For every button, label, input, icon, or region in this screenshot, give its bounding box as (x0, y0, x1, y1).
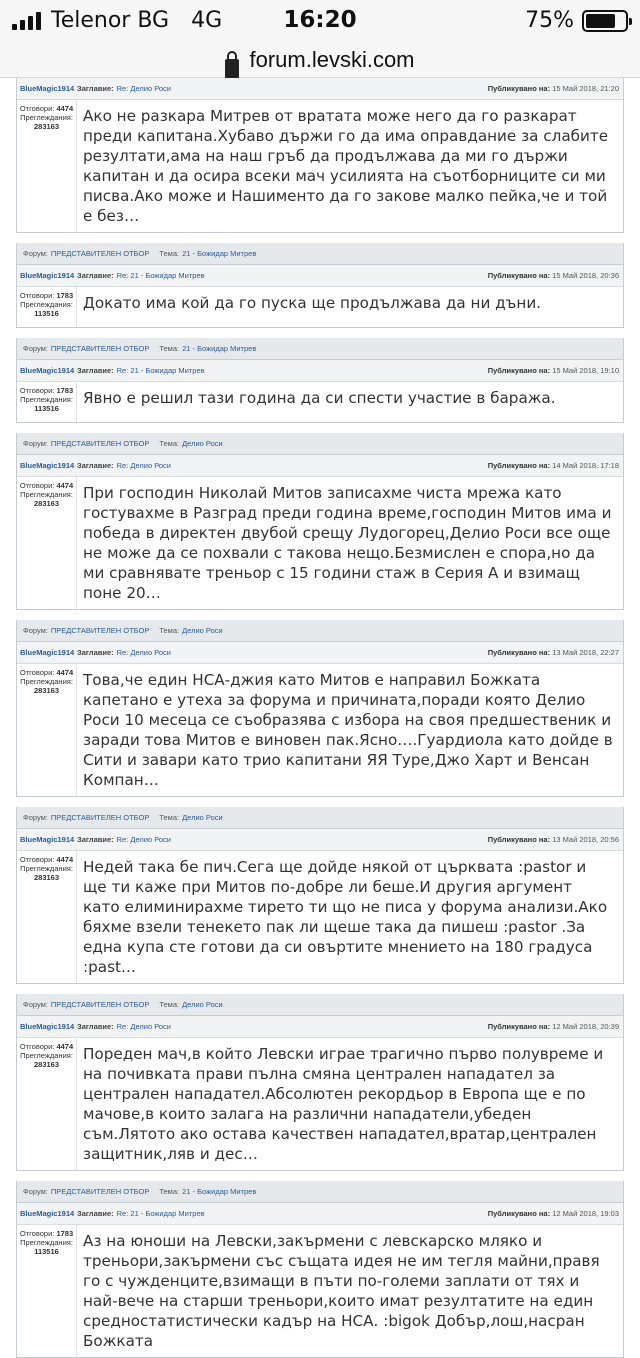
lock-icon (225, 51, 239, 69)
post-date-value: 15 Май 2018, 21:20 (552, 84, 619, 93)
post-body (17, 477, 623, 609)
post-text: Аз на юноши на Левски,закърмени с левскарско мляко и треньори,закърмени със същата идея не им тегля майни,правя го с чужденците,взимащи в пъти по-големи заплати от тях и най-вече на старши треньори,които имат резултатите на един средностатистически кадър на НСА. :bigok Добър,лош,насран Божката (83, 1232, 600, 1350)
post-gap (16, 797, 624, 807)
subject-label: Заглавие: (77, 1022, 114, 1031)
post-body (17, 382, 623, 422)
post-body (17, 100, 623, 232)
post-breadcrumb (16, 994, 624, 1016)
post-header (17, 78, 623, 100)
replies-count: 4474 (56, 1042, 74, 1051)
post-header (17, 455, 623, 477)
post (16, 1016, 624, 1171)
topic-link[interactable]: 21 - Божидар Митрев (182, 249, 257, 258)
post-gap (16, 1171, 624, 1181)
post-date (488, 271, 619, 280)
network-type: 4G (191, 8, 223, 33)
views-count: 283163 (33, 873, 60, 882)
author-stats (17, 1225, 77, 1357)
replies-label: Отговори: (19, 1042, 55, 1051)
replies-count: 4474 (56, 481, 74, 490)
forum-link[interactable]: ПРЕДСТАВИТЕЛЕН ОТБОР (50, 626, 150, 635)
forum-link[interactable]: ПРЕДСТАВИТЕЛЕН ОТБОР (50, 439, 150, 448)
replies-count: 1783 (56, 386, 74, 395)
topic-link[interactable]: Делио Роси (182, 1000, 223, 1009)
battery-icon (582, 10, 628, 32)
topic-link[interactable]: Делио Роси (182, 813, 223, 822)
carrier-name: Telenor BG (51, 8, 170, 33)
post-gap (16, 423, 624, 433)
replies-count: 4474 (56, 104, 74, 113)
views-label: Преглеждания: (20, 1238, 73, 1247)
post-subject-link[interactable]: Re: 21 - Божидар Митрев (116, 366, 205, 375)
views-count: 283163 (33, 1060, 60, 1069)
post-body (17, 664, 623, 796)
post-date-value: 12 Май 2018, 20:39 (552, 1022, 619, 1031)
published-label: Публикувано на: (487, 366, 551, 375)
published-label: Публикувано на: (487, 271, 551, 280)
post-author-link[interactable]: BlueMagic1914 (20, 461, 75, 470)
forum-link[interactable]: ПРЕДСТАВИТЕЛЕН ОТБОР (50, 1000, 150, 1009)
forum-link[interactable]: ПРЕДСТАВИТЕЛЕН ОТБОР (50, 344, 150, 353)
subject-label: Заглавие: (77, 366, 114, 375)
post-author-link[interactable]: BlueMagic1914 (20, 1209, 75, 1218)
subject-label: Заглавие: (77, 648, 114, 657)
topic-label: Тема: (159, 1187, 180, 1196)
published-label: Публикувано на: (487, 1022, 551, 1031)
published-label: Публикувано на: (487, 648, 551, 657)
topic-label: Тема: (159, 439, 180, 448)
post-header (17, 829, 623, 851)
replies-label: Отговори: (19, 481, 55, 490)
topic-label: Тема: (159, 344, 180, 353)
published-label: Публикувано на: (487, 84, 551, 93)
views-label: Преглеждания: (20, 395, 73, 404)
post-gap (16, 984, 624, 994)
views-label: Преглеждания: (20, 864, 73, 873)
post-date-value: 13 Май 2018, 22:27 (552, 648, 619, 657)
post-text: Ако не разкара Митрев от вратата може него да го разкарат преди капитана.Хубаво държи го да има оправдание за слабите резултати,ама на наш гръб да продължава да ми го държи капитан и да осира всеки мач усилията на съотборниците си ми писва.Ако може и Нашименто да го закове малко пейка,че и той е без… (83, 107, 609, 225)
views-label: Преглеждания: (20, 677, 73, 686)
topic-label: Тема: (159, 813, 180, 822)
author-stats (17, 100, 77, 232)
post-subject-link[interactable]: Re: 21 - Божидар Митрев (116, 271, 205, 280)
address-bar[interactable] (0, 42, 640, 78)
post-author-link[interactable]: BlueMagic1914 (20, 648, 75, 657)
topic-label: Тема: (159, 249, 180, 258)
post-breadcrumb (16, 807, 624, 829)
post (16, 642, 624, 797)
post-text: Явно е решил тази година да си спести участие в баража. (83, 389, 556, 407)
post-text: При господин Николай Митов записахме чиста мрежа като гостувахме в Разград преди година време,господин Митов има и победа в директен двубой срещу Лудогорец,Делио Роси все още не може да се похвали с такова нещо.Безмислен е спора,но да ми сравнявате треньор с 15 години стаж в Серия А и взимащ поне 20… (83, 484, 612, 602)
post-text: Пореден мач,в който Левски играе трагично първо полувреме и на почивката прави пълна смяна централен нападател за централен нападател.Абсолютен рекордьор в Европа ще е по мачове,в които залага на различни нападатели,убеден съм.Лятото ако остава качествен нападател,вратар,централен защитник,ляв и дес… (83, 1045, 604, 1163)
topic-link[interactable]: 21 - Божидар Митрев (182, 1187, 257, 1196)
replies-label: Отговори: (19, 668, 55, 677)
post-date-value: 14 Май 2018, 17:18 (552, 461, 619, 470)
post-header (17, 1016, 623, 1038)
views-count: 113516 (34, 309, 59, 318)
topic-label: Тема: (159, 1000, 180, 1009)
post-date-value: 12 Май 2018, 19:03 (552, 1209, 619, 1218)
views-label: Преглеждания: (20, 1051, 73, 1060)
search-results-list (16, 78, 624, 1358)
author-stats (17, 287, 77, 327)
post-date (488, 1022, 619, 1031)
forum-link[interactable]: ПРЕДСТАВИТЕЛЕН ОТБОР (50, 249, 150, 258)
author-stats (17, 477, 77, 609)
post (16, 265, 624, 328)
post-breadcrumb (16, 338, 624, 360)
post-text: Това,че един НСА-джия като Митов е направил Божката капетано е утеха за форума и причината,поради която Делио Роси 10 месеца се съобразява с избора на своя предшественик и заради това Митов е виновен пак.Ясно….Гуардиола като дойде в Сити и завари като трио капитани ЯЯ Туре,Джо Харт и Венсан Компан… (83, 671, 613, 789)
post-header (17, 360, 623, 382)
topic-link[interactable]: Делио Роси (182, 626, 223, 635)
post-gap (16, 233, 624, 243)
post-date (488, 366, 619, 375)
post-date-value: 15 Май 2018, 19:10 (552, 366, 619, 375)
replies-count: 1783 (56, 1229, 74, 1238)
topic-link[interactable]: 21 - Божидар Митрев (182, 344, 257, 353)
author-stats (17, 851, 77, 983)
post-date (488, 648, 619, 657)
topic-label: Тема: (159, 626, 180, 635)
forum-label: Форум: (23, 813, 48, 822)
post-body (17, 851, 623, 983)
forum-link[interactable]: ПРЕДСТАВИТЕЛЕН ОТБОР (50, 1187, 150, 1196)
replies-label: Отговори: (19, 291, 55, 300)
post-text: Недей така бе пич.Сега ще дойде някой от църквата :pastor и ще ти каже при Митов по-добре ли беше.И другия аргумент като елиминирахме тирето ти що не писа у форума анализи.Ако бяхме взели тенекето пак ли щеше така да пишеш :pastor .За една купа сте готови да си овъртите мнението на 180 градуса :past… (83, 858, 608, 976)
post (16, 829, 624, 984)
replies-label: Отговори: (19, 386, 55, 395)
forum-label: Форум: (23, 1187, 48, 1196)
forum-link[interactable]: ПРЕДСТАВИТЕЛЕН ОТБОР (50, 813, 150, 822)
url-text: forum.levski.com (249, 46, 415, 72)
views-count: 113516 (34, 1247, 59, 1256)
views-label: Преглеждания: (20, 113, 73, 122)
post-gap (16, 610, 624, 620)
views-label: Преглеждания: (20, 300, 73, 309)
post-subject-link[interactable]: Re: Делио Роси (116, 1022, 172, 1031)
post-body (17, 1038, 623, 1170)
post-breadcrumb (16, 620, 624, 642)
replies-count: 4474 (56, 668, 74, 677)
subject-label: Заглавие: (77, 461, 114, 470)
subject-label: Заглавие: (77, 271, 114, 280)
post-subject-link[interactable]: Re: 21 - Божидар Митрев (116, 1209, 205, 1218)
post-text: Докато има кой да го пуска ще продължава да ни дъни. (83, 294, 542, 312)
subject-label: Заглавие: (77, 84, 114, 93)
post-subject-link[interactable]: Re: Делио Роси (116, 835, 172, 844)
post-breadcrumb (16, 243, 624, 265)
author-stats (17, 382, 77, 422)
post-author-link[interactable]: BlueMagic1914 (20, 84, 75, 93)
post-author-link[interactable]: BlueMagic1914 (20, 271, 75, 280)
subject-label: Заглавие: (77, 1209, 114, 1218)
post-author-link[interactable]: BlueMagic1914 (20, 1022, 75, 1031)
post-author-link[interactable]: BlueMagic1914 (20, 366, 75, 375)
replies-label: Отговори: (19, 104, 55, 113)
post-header (17, 642, 623, 664)
post-header (17, 265, 623, 287)
subject-label: Заглавие: (77, 835, 114, 844)
post (16, 360, 624, 423)
status-bar (0, 0, 640, 42)
post-date (488, 835, 619, 844)
replies-count: 1783 (56, 291, 74, 300)
clock: 16:20 (283, 7, 357, 33)
replies-count: 4474 (56, 855, 74, 864)
post-subject-link[interactable]: Re: Делио Роси (116, 84, 172, 93)
views-label: Преглеждания: (20, 490, 73, 499)
post-date-value: 13 Май 2018, 20:56 (552, 835, 619, 844)
post-gap (16, 328, 624, 338)
post-date-value: 15 Май 2018, 20:36 (552, 271, 619, 280)
forum-label: Форум: (23, 439, 48, 448)
post-header (17, 1203, 623, 1225)
post-body (17, 287, 623, 327)
post (16, 78, 624, 233)
battery-percent: 75% (525, 8, 574, 33)
post-body (17, 1225, 623, 1357)
views-count: 283163 (33, 122, 60, 131)
post (16, 455, 624, 610)
published-label: Публикувано на: (487, 1209, 551, 1218)
replies-label: Отговори: (19, 855, 55, 864)
views-count: 283163 (33, 686, 60, 695)
forum-label: Форум: (23, 344, 48, 353)
views-count: 113516 (34, 404, 59, 413)
post-breadcrumb (16, 433, 624, 455)
published-label: Публикувано на: (487, 461, 551, 470)
post-breadcrumb (16, 1181, 624, 1203)
views-count: 283163 (33, 499, 60, 508)
post-subject-link[interactable]: Re: Делио Роси (116, 648, 172, 657)
author-stats (17, 1038, 77, 1170)
published-label: Публикувано на: (487, 835, 551, 844)
post-date (488, 84, 619, 93)
post-subject-link[interactable]: Re: Делио Роси (116, 461, 172, 470)
post (16, 1203, 624, 1358)
post-date (488, 461, 619, 470)
forum-label: Форум: (23, 626, 48, 635)
post-author-link[interactable]: BlueMagic1914 (20, 835, 75, 844)
forum-label: Форум: (23, 1000, 48, 1009)
topic-link[interactable]: Делио Роси (182, 439, 223, 448)
author-stats (17, 664, 77, 796)
forum-label: Форум: (23, 249, 48, 258)
replies-label: Отговори: (19, 1229, 55, 1238)
post-date (488, 1209, 619, 1218)
